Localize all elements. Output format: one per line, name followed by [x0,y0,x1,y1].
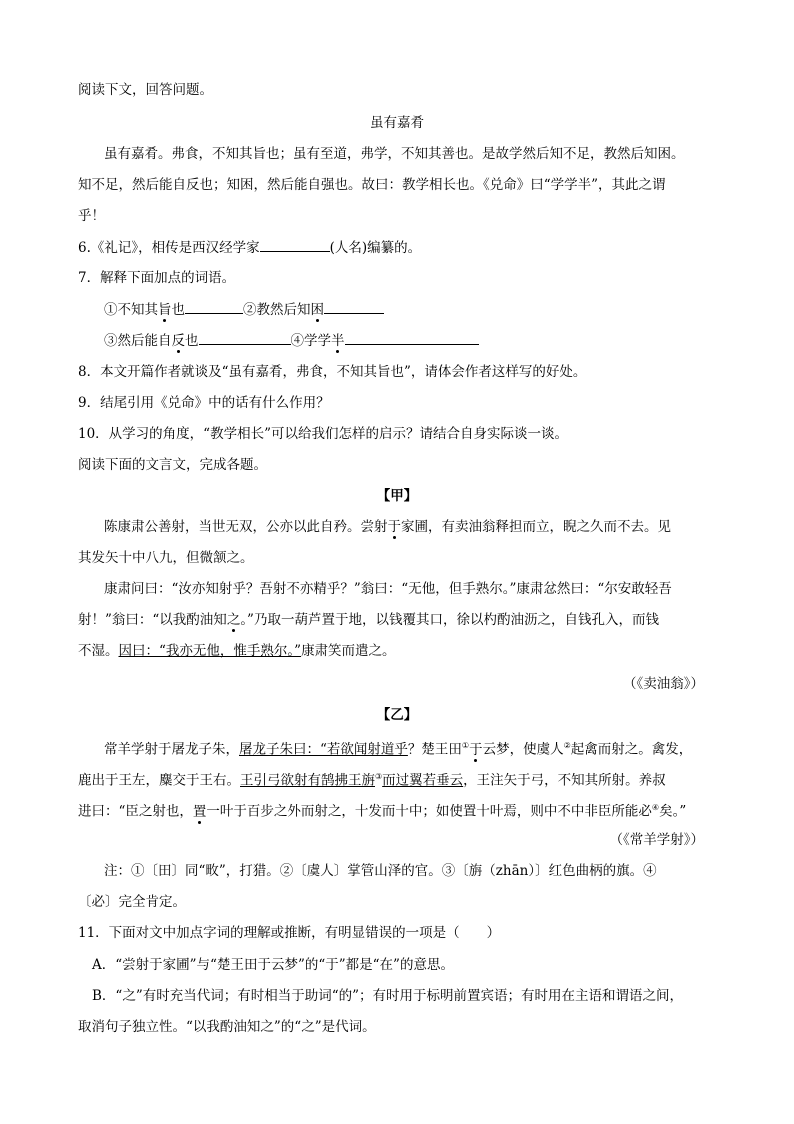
underlined-sentence: 屠龙子朱曰：“若欲闻射道乎 [239,741,408,758]
passage-line-1: 虽有嘉肴。弗食，不知其旨也；虽有至道，弗学，不知其善也。是故学然后知不足，教然后知困。 [104,146,685,162]
dotted-word: 半 [331,333,345,349]
yi-line-3: 进曰：“臣之射也，置一叶于百步之外而射之，十发而十中；如使置十叶焉，则中不中非臣所能必④矣。” [78,803,687,820]
question-7-row-1: ①不知其旨也 ②教然后知困 [104,299,384,320]
dotted-word: 置 [192,803,207,820]
answer-blank[interactable] [345,330,479,345]
yi-line-1: 常羊学射于屠龙子朱，屠龙子朱曰：“若欲闻射道乎？楚王田①于云梦，使虞人②起禽而射之。禽发， [104,741,693,758]
option-b[interactable]: B．“之”有时充当代词；有时相当于助词“的”；有时用于标明前置宾语；有时用在主语和谓语之间， [92,988,684,1004]
jia-line-3: 康肃问曰：“汝亦知射乎？吾射不亦精乎？”翁曰：“无他，但手熟尔。”康肃忿然曰：“尔安敢轻吾 [104,581,672,597]
dotted-word: 于 [387,519,401,535]
section-yi-heading: 【乙】 [376,707,418,723]
source-citation-1: （《卖油翁》） [623,676,704,692]
passage-line-3: 乎！ [78,208,105,224]
underlined-sentence: 王引弓欲射有鹄拂王旃 [240,772,375,789]
source-citation-2: （《常羊学射》） [609,832,704,848]
question-10: 10．从学习的角度，“教学相长”可以给我们怎样的启示？请结合自身实际谈一谈。 [78,426,568,442]
passage-title: 虽有嘉肴 [370,115,424,131]
passage-line-2: 知不足，然后能自反也；知困，然后能自强也。故曰：教学相长也。《兑命》曰“学学半”，其此之谓 [78,177,666,193]
jia-line-1: 陈康肃公善射，当世无双，公亦以此自矜。尝射于家圃，有卖油翁释担而立，睨之久而不去。见 [104,519,671,535]
option-a[interactable]: A．“尝射于家圃”与“楚王田于云梦”的“于”都是“在”的意思。 [92,957,454,973]
dotted-word: 旨 [158,302,172,318]
question-6-suffix: (人名)编纂的。 [329,240,422,256]
yi-line-2: 鹿出于王左，麋交于王右。王引弓欲射有鹄拂王旃③而过翼若垂云，王注矢于弓，不知其所射。养叔 [78,772,666,789]
underlined-sentence: 因曰：“我亦无他，惟手熟尔。” [118,643,302,659]
option-b-continued: 取消句子独立性。“以我酌油知之”的“之”是代词。 [78,1019,376,1035]
underlined-sentence: 而过翼若垂云 [382,772,464,789]
jia-line-4: 射！”翁曰：“以我酌油知之。”乃取一葫芦置于地，以钱覆其口，徐以杓酌油沥之，自钱孔入，而钱 [78,612,659,628]
dotted-word: 反 [171,333,185,349]
question-6-text: 6.《礼记》，相传是西汉经学家 [78,240,260,256]
dotted-word: 之 [226,612,241,628]
dotted-word: 于 [469,741,483,758]
dotted-word: 困 [310,302,324,318]
footnote-line-1: 注：①〔田〕同“畋”，打猎。②〔虞人〕掌管山泽的官。③〔旃（zhān）〕红色曲柄的旗。④ [104,863,657,879]
question-8: 8．本文开篇作者就谈及“虽有嘉肴，弗食，不知其旨也”，请体会作者这样写的好处。 [78,364,587,380]
question-11: 11．下面对文中加点字词的理解或推断，有明显错误的一项是（ ） [78,925,501,941]
reading-instruction-2: 阅读下面的文言文，完成各题。 [78,457,267,473]
jia-line-2: 其发矢十中八九，但微颔之。 [78,550,254,566]
section-jia-heading: 【甲】 [376,488,418,504]
reading-instruction: 阅读下文，回答问题。 [78,82,213,98]
question-6 [78,237,421,258]
question-7: 7．解释下面加点的词语。 [78,270,236,286]
answer-blank[interactable] [199,330,291,345]
answer-blank[interactable] [260,237,330,252]
jia-line-5: 不湿。因曰：“我亦无他，惟手熟尔。”康肃笑而遣之。 [78,643,396,659]
footnote-line-2: 〔必〕完全肯定。 [78,894,186,910]
answer-blank[interactable] [324,299,384,314]
question-7-row-2: ③然后能自反也 ④学学半 [104,330,479,351]
question-9: 9．结尾引用《兑命》中的话有什么作用？ [78,395,330,411]
answer-blank[interactable] [185,299,243,314]
